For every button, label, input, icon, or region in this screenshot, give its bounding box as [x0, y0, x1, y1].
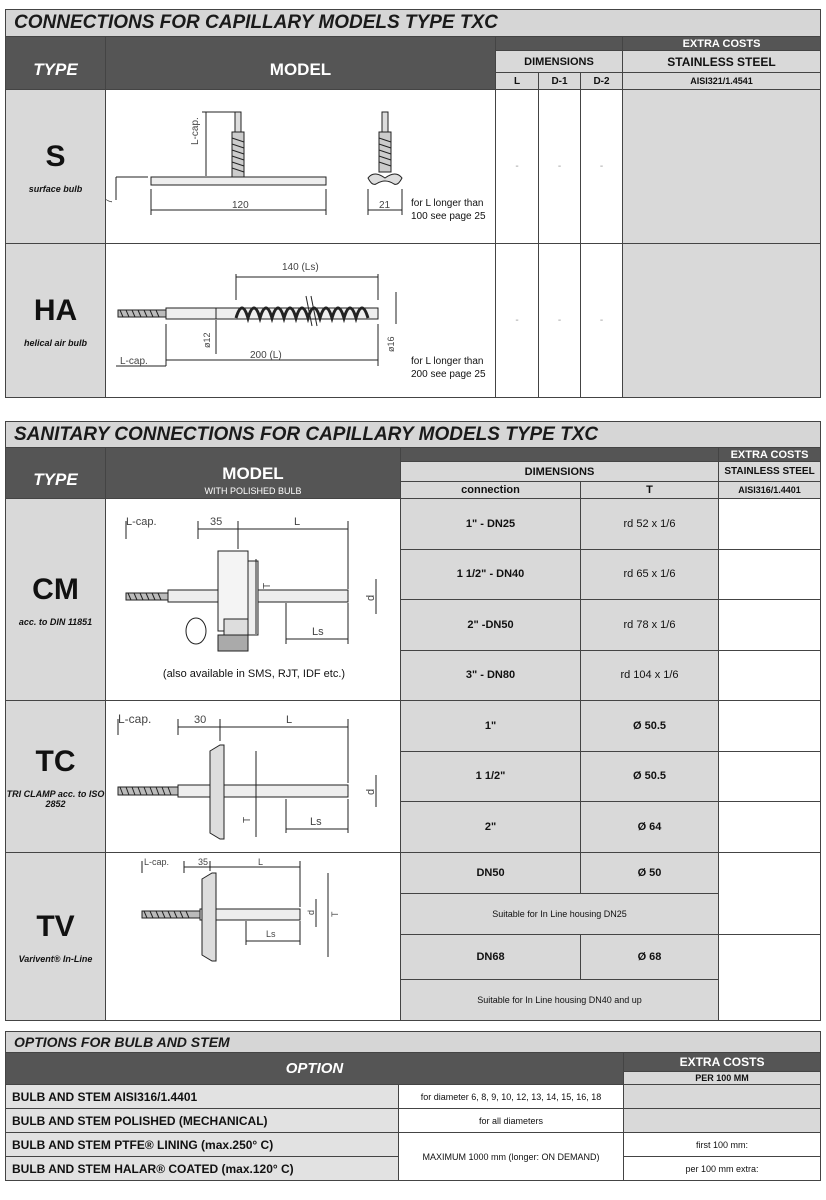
- dim-lcap: L-cap.: [126, 516, 157, 528]
- dim-col-l: L: [496, 73, 539, 90]
- dim-lcap: L-cap.: [118, 712, 152, 726]
- dim-lcap: L-cap.: [144, 857, 170, 867]
- connection-value: 3" - DN80: [401, 650, 581, 701]
- dimensions-header: DIMENSIONS: [401, 462, 719, 482]
- stainless-header: STAINLESS STEEL: [623, 51, 821, 73]
- note-line2: 100 see page 25: [411, 211, 486, 222]
- price-cell: [719, 802, 821, 853]
- helical-bulb-drawing: [106, 244, 496, 394]
- t-value: Ø 64: [581, 802, 719, 853]
- note-line2: 200 see page 25: [411, 369, 486, 380]
- type-cell-ha: [6, 244, 106, 398]
- extra-costs-header: EXTRA COSTS: [624, 1053, 821, 1072]
- section-title: CONNECTIONS FOR CAPILLARY MODELS TYPE TXC: [6, 10, 821, 37]
- dim-d1-value: -: [539, 90, 581, 244]
- dim-d1-value: -: [539, 244, 581, 398]
- price-cell: [719, 935, 821, 1021]
- note-line1: for L longer than: [411, 356, 484, 367]
- type-description: surface bulb: [28, 183, 83, 194]
- t-value: Ø 50.5: [581, 751, 719, 802]
- connection-value: DN68: [401, 935, 581, 980]
- note-line1: for L longer than: [411, 198, 484, 209]
- dim-l: L: [286, 714, 293, 726]
- t-value: Ø 50: [581, 853, 719, 894]
- dim-l: L: [294, 516, 301, 528]
- surface-bulb-drawing: [106, 90, 496, 240]
- dim-lcap: L-cap.: [190, 117, 201, 145]
- connection-value: 1": [401, 701, 581, 752]
- dim-l: 200 (L): [250, 350, 282, 361]
- dim-30: 30: [194, 714, 207, 726]
- t-value: rd 65 x 1/6: [581, 549, 719, 600]
- type-code: TV: [36, 909, 75, 943]
- dim-d12: ø12: [202, 332, 212, 348]
- material-header: AISI316/1.4401: [719, 482, 821, 499]
- type-cell-tv: [6, 853, 106, 1021]
- connection-col-header: connection: [401, 482, 581, 499]
- dim-ls: Ls: [312, 626, 324, 638]
- dim-d2-value: -: [581, 90, 623, 244]
- connection-value: 1 1/2": [401, 751, 581, 802]
- dim-height: 7: [104, 198, 115, 204]
- option-desc: for all diameters: [399, 1109, 624, 1133]
- t-col-header: T: [581, 482, 719, 499]
- material-header: AISI321/1.4541: [623, 73, 821, 90]
- model-header: MODEL: [106, 51, 496, 90]
- dim-col-d1: D-1: [539, 73, 581, 90]
- t-value: rd 52 x 1/6: [581, 499, 719, 550]
- tv-drawing: [106, 853, 401, 1017]
- dim-d: d: [365, 788, 377, 795]
- dim-l-value: -: [496, 244, 539, 398]
- option-name: BULB AND STEM AISI316/1.4401: [6, 1085, 399, 1109]
- options-table: [5, 1031, 821, 1181]
- dim-d: d: [365, 594, 377, 601]
- dim-length: 120: [232, 200, 249, 211]
- dim-d2-value: -: [581, 244, 623, 398]
- type-cell-cm: [6, 499, 106, 701]
- drawing-surface-bulb: [106, 90, 496, 244]
- t-value: Ø 68: [581, 935, 719, 980]
- dim-35: 35: [198, 857, 209, 867]
- option-desc: for diameter 6, 8, 9, 10, 12, 13, 14, 15, 16, 18: [399, 1085, 624, 1109]
- dim-l: L: [258, 857, 264, 867]
- type-code: HA: [33, 293, 78, 327]
- per-100mm-extra-label: per 100 mm extra:: [624, 1157, 821, 1181]
- t-value: rd 104 x 1/6: [581, 650, 719, 701]
- drawing-tv: [106, 853, 401, 1021]
- dim-ls: 140 (Ls): [282, 262, 319, 273]
- dimensions-header: DIMENSIONS: [496, 51, 623, 73]
- dim-t: T: [262, 582, 273, 589]
- section-title: OPTIONS FOR BULB AND STEM: [6, 1032, 821, 1053]
- option-name: BULB AND STEM POLISHED (MECHANICAL): [6, 1109, 399, 1133]
- dim-35: 35: [210, 516, 223, 528]
- drawing-tc: [106, 701, 401, 853]
- dim-t: T: [330, 911, 340, 917]
- connection-value: 2": [401, 802, 581, 853]
- type-cell-s: [6, 90, 106, 244]
- price-cell: [623, 90, 821, 244]
- t-value: rd 78 x 1/6: [581, 600, 719, 651]
- dim-col-d2: D-2: [581, 73, 623, 90]
- type-description: Varivent® In-Line: [18, 953, 93, 964]
- type-description: helical air bulb: [23, 337, 88, 348]
- type-cell-tc: [6, 701, 106, 853]
- dim-l-value: -: [496, 90, 539, 244]
- stainless-header: STAINLESS STEEL: [719, 462, 821, 482]
- capillary-connections-table: [5, 9, 821, 398]
- connection-value: 1 1/2" - DN40: [401, 549, 581, 600]
- dim-ls: Ls: [266, 929, 276, 939]
- price-cell: [719, 600, 821, 651]
- type-header: TYPE: [6, 462, 106, 499]
- dim-ls: Ls: [310, 816, 322, 828]
- price-cell: [719, 853, 821, 935]
- availability-note: (also available in SMS, RJT, IDF etc.): [162, 668, 346, 680]
- option-desc-merged: MAXIMUM 1000 mm (longer: ON DEMAND): [399, 1133, 624, 1181]
- drawing-cm: [106, 499, 401, 701]
- price-cell: [719, 701, 821, 752]
- drawing-helical-air-bulb: [106, 244, 496, 398]
- t-value: Ø 50.5: [581, 701, 719, 752]
- connection-value: DN50: [401, 853, 581, 894]
- dim-width: 21: [379, 200, 391, 211]
- section-title: SANITARY CONNECTIONS FOR CAPILLARY MODELS TYPE TXC: [6, 422, 821, 448]
- dim-d16: ø16: [386, 336, 396, 352]
- extra-costs-header: EXTRA COSTS: [623, 37, 821, 51]
- cm-drawing: [106, 499, 401, 697]
- type-code: CM: [32, 572, 79, 606]
- dim-d: d: [306, 909, 316, 915]
- extra-costs-header: EXTRA COSTS: [719, 448, 821, 462]
- connection-value: 1" - DN25: [401, 499, 581, 550]
- type-description: TRI CLAMP acc. to ISO 2852: [6, 788, 105, 809]
- sanitary-connections-table: [5, 421, 821, 1021]
- price-cell: [623, 244, 821, 398]
- price-cell: [719, 650, 821, 701]
- price-cell: [719, 499, 821, 550]
- dim-t: T: [242, 816, 253, 823]
- housing-note: Suitable for In Line housing DN40 and up: [401, 980, 719, 1021]
- type-description: acc. to DIN 11851: [18, 616, 93, 627]
- option-price: [624, 1109, 821, 1133]
- tc-drawing: [106, 701, 401, 849]
- price-cell: [719, 549, 821, 600]
- first-100mm-label: first 100 mm:: [624, 1133, 821, 1157]
- option-price: [624, 1085, 821, 1109]
- type-code: S: [45, 139, 66, 173]
- dim-lcap: L-cap.: [120, 356, 148, 367]
- model-subheader: WITH POLISHED BULB: [204, 485, 302, 496]
- housing-note: Suitable for In Line housing DN25: [401, 894, 719, 935]
- per100-header: PER 100 MM: [624, 1072, 821, 1085]
- option-name: BULB AND STEM HALAR® COATED (max.120° C): [6, 1157, 399, 1181]
- type-header: TYPE: [6, 51, 106, 90]
- option-name: BULB AND STEM PTFE® LINING (max.250° C): [6, 1133, 399, 1157]
- type-code: TC: [35, 744, 76, 778]
- connection-value: 2" -DN50: [401, 600, 581, 651]
- model-header: [106, 462, 401, 499]
- price-cell: [719, 751, 821, 802]
- model-label: MODEL: [222, 463, 284, 483]
- option-header: OPTION: [6, 1053, 624, 1085]
